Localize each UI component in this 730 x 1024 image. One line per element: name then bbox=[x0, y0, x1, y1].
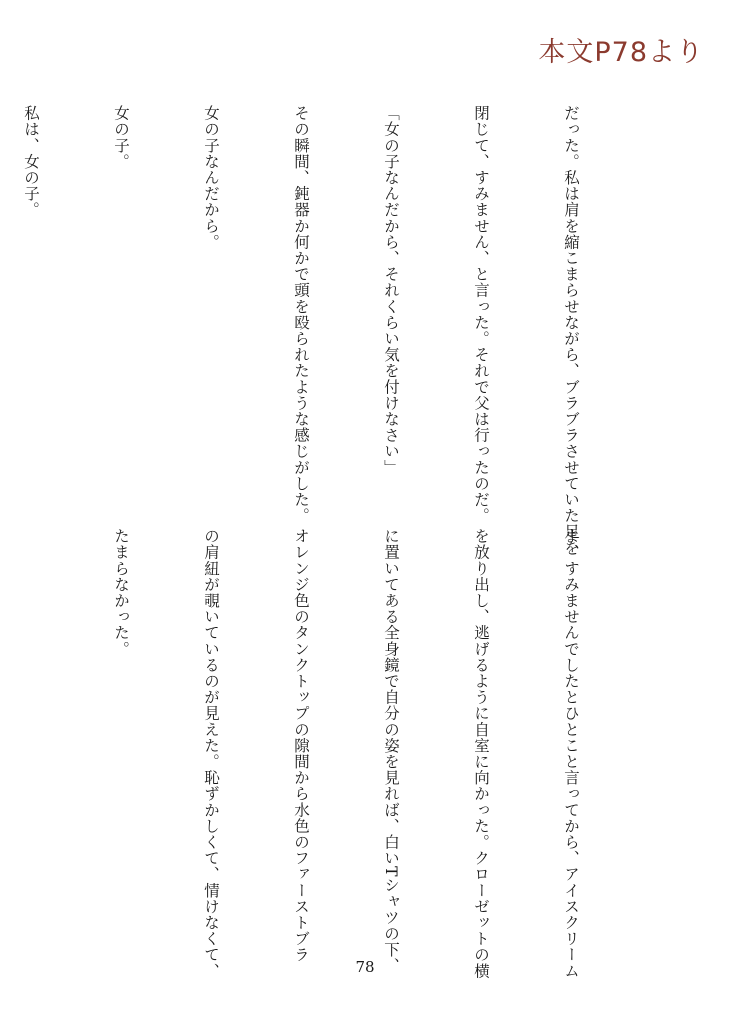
text-line: 私は、女の子。 bbox=[22, 105, 40, 218]
text-line: を放り出し、逃げるように自室に向かった。クローゼットの横 bbox=[472, 528, 490, 979]
text-line: たまらなかった。 bbox=[112, 528, 130, 657]
text-line: だった。私は肩を縮こまらせながら、ブラブラさせていた足を bbox=[562, 105, 580, 556]
text-line: に置いてある全身鏡で自分の姿を見れば、白いTシャツの下、 bbox=[382, 528, 400, 974]
text-line: ま、すみませんでしたとひとこと言ってから、アイスクリーム bbox=[562, 528, 580, 979]
text-line: オレンジ色のタンクトップの隙間から水色のファーストブラ bbox=[292, 528, 310, 963]
text-line: 女の子。 bbox=[112, 105, 130, 170]
text-line: その瞬間、鈍器か何かで頭を殴られたような感じがした。 bbox=[292, 105, 310, 524]
page-number: 78 bbox=[355, 958, 375, 976]
text-line: 閉じて、すみません、と言った。それで父は行ったのだ。 bbox=[472, 105, 490, 524]
upper-text-block bbox=[22, 105, 646, 556]
page-header-label: 本文P78より bbox=[538, 37, 704, 68]
text-line: の肩紐が覗いているのが見えた。恥ずかしくて、情けなくて、 bbox=[202, 528, 220, 979]
text-line: 女の子なんだから。 bbox=[202, 105, 220, 250]
text-line: 「女の子なんだから、それくらい気を付けなさい」 bbox=[382, 105, 400, 476]
